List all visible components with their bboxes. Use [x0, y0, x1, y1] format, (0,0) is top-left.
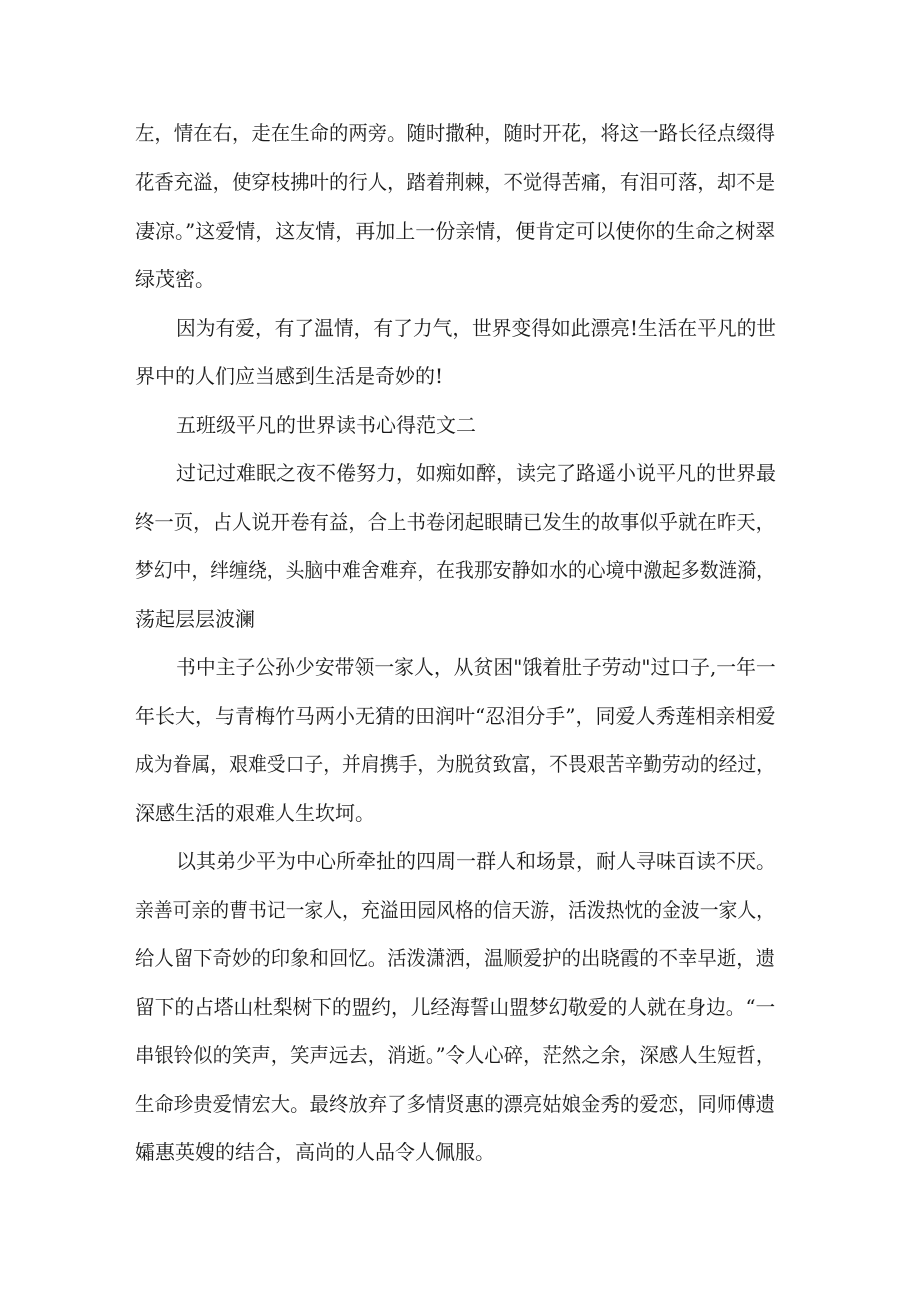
text-line-4: 绿茂密。 — [135, 267, 215, 291]
text-line-16: 以其弟少平为中心所牵扯的四周一群人和场景，耐人寻味百读不厌。 — [176, 849, 776, 873]
text-line-10: 梦幻中，绊缠绕，头脑中难舍难弃，在我那安静如水的心境中激起多数涟漪， — [135, 558, 775, 582]
text-line-9: 终一页，占人说开卷有益，合上书卷闭起眼睛已发生的故事似乎就在昨天， — [135, 510, 775, 534]
text-line-14: 成为眷属，艰难受口子，并肩携手，为脱贫致富，不畏艰苦辛勤劳动的经过， — [135, 752, 775, 776]
text-line-5: 因为有爱，有了温情，有了力气，世界变得如此漂亮!生活在平凡的世 — [176, 316, 777, 340]
text-line-18: 给人留下奇妙的印象和回忆。活泼潇洒，温顺爱护的出晓霞的不幸早逝，遗 — [135, 946, 775, 970]
text-line-3: 凄凉。”这爱情，这友情，再加上一份亲情，便肯定可以使你的生命之树翠 — [135, 219, 776, 243]
text-line-17: 亲善可亲的曹书记一家人，充溢田园风格的信天游，活泼热忱的金波一家人， — [135, 898, 775, 922]
text-line-22: 孀惠英嫂的结合，高尚的人品令人佩服。 — [135, 1140, 495, 1164]
text-line-20: 串银铃似的笑声，笑声远去，消逝。”令人心碎，茫然之余，深感人生短哲， — [135, 1043, 776, 1067]
text-line-8: 过记过难眠之夜不倦努力，如痴如醉，读完了路遥小说平凡的世界最 — [176, 461, 776, 485]
section-heading: 五班级平凡的世界读书心得范文二 — [176, 413, 476, 437]
text-line-21: 生命珍贵爱情宏大。最终放弃了多情贤惠的漂亮姑娘金秀的爱恋，同师傅遗 — [135, 1092, 775, 1116]
text-line-19: 留下的占塔山杜梨树下的盟约，儿经海誓山盟梦幻敬爱的人就在身边。“一 — [135, 995, 776, 1019]
text-line-1: 左，情在右，走在生命的两旁。随时撒种，随时开花，将这一路长径点缀得 — [135, 121, 775, 145]
text-line-13: 年长大，与青梅竹马两小无猜的田润叶“忍泪分手”，同爱人秀莲相亲相爱 — [135, 704, 776, 728]
text-line-11: 荡起层层波澜 — [135, 607, 255, 631]
text-line-12: 书中主子公孙少安带领一家人，从贫困"饿着肚子劳动"过口子,一年一 — [176, 655, 776, 679]
text-line-2: 花香充溢，使穿枝拂叶的行人，踏着荆棘，不觉得苦痛，有泪可落，却不是 — [135, 170, 775, 194]
text-line-6: 界中的人们应当感到生活是奇妙的! — [135, 364, 444, 388]
text-line-15: 深感生活的艰难人生坎坷。 — [135, 801, 375, 825]
